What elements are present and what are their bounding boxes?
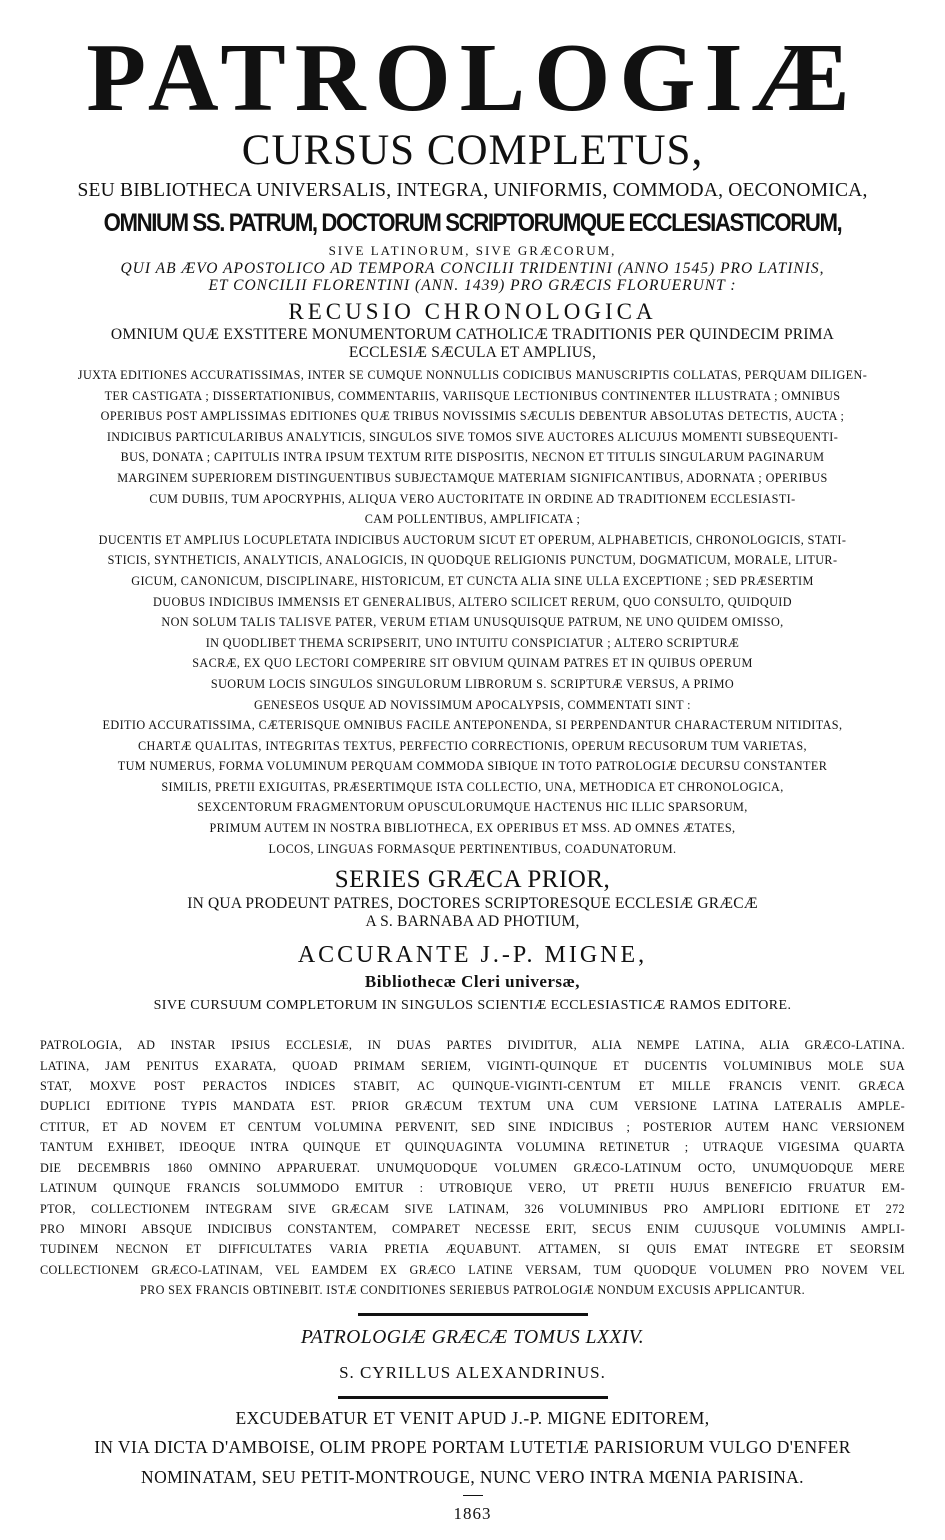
short-divider bbox=[463, 1495, 483, 1496]
terms-paragraph bbox=[40, 1035, 905, 1300]
body-line: SACRÆ, EX QUO LECTORI COMPERIRE SIT OBVIUM QUINAM PATRES ET IN QUIBUS OPERUM bbox=[192, 656, 753, 671]
body-line: BUS, DONATA ; CAPITULIS INTRA IPSUM TEXTUM RITE DISPOSITIS, NECNON ET TITULIS SINGULARUM PAGINARUM bbox=[120, 450, 825, 465]
body-line: GENESEOS USQUE AD NOVISSIMUM APOCALYPSIS, COMMENTATI SINT : bbox=[254, 697, 691, 712]
paragraph-line: TUDINEM NECNON ET DIFFICULTATES VARIA PRETIA ÆQUABUNT. ATTAMEN, SI QUIS EMAT INTEGRE ET SEORSIM bbox=[40, 1242, 905, 1257]
paragraph-line: TANTUM EXHIBET, IDEOQUE INTRA QUINQUE ET QUINQUAGINTA VOLUMINA RETINETUR ; UTRAQUE VIGESIMA QUARTA bbox=[40, 1140, 905, 1155]
qui-line-2: ET CONCILII FLORENTINI (ANN. 1439) PRO GRÆCIS FLORUERUNT : bbox=[208, 277, 737, 294]
body-line: SIMILIS, PRETII EXIGUITAS, PRÆSERTIMQUE ISTA COLLECTIO, UNA, METHODICA ET CHRONOLOGICA, bbox=[161, 779, 784, 794]
divider-rule bbox=[338, 1396, 608, 1399]
imprint-line-1: EXCUDEBATUR ET VENIT APUD J.-P. MIGNE EDITOREM, bbox=[235, 1407, 710, 1428]
imprint-line-2: IN VIA DICTA D'AMBOISE, OLIM PROPE PORTAM LUTETIÆ PARISIORUM VULGO D'ENFER bbox=[94, 1437, 851, 1458]
body-line: INDICIBUS PARTICULARIBUS ANALYTICIS, SINGULOS SIVE TOMOS SIVE AUCTORES ALICUJUS MOMENTI SUBSEQUENTI- bbox=[106, 429, 839, 444]
subtitle-sive: SIVE LATINORUM, SIVE GRÆCORUM, bbox=[328, 243, 617, 258]
body-line: TER CASTIGATA ; DISSERTATIONIBUS, COMMENTARIIS, VARIISQUE LECTIONIBUS CONTINENTER ILLUSTRATA ; OMNIBUS bbox=[104, 388, 841, 403]
paragraph-line: DUPLICI EDITIONE TYPIS MANDATA EST. PRIOR GRÆCUM TEXTUM UNA CUM VERSIONE LATINA LATERALIS AMPLE- bbox=[40, 1099, 905, 1114]
body-line: DUOBUS INDICIBUS IMMENSIS ET GENERALIBUS, ALTERO SCILICET RERUM, QUO CONSULTO, QUIDQUID bbox=[153, 594, 792, 609]
body-line: JUXTA EDITIONES ACCURATISSIMAS, INTER SE CUMQUE NONNULLIS CODICIBUS MANUSCRIPTIS COLLATAS, PERQUAM DILIGEN- bbox=[77, 368, 868, 382]
paragraph-line: STAT, MOXVE POST PERACTOS INDICES STABIT, AC QUINQUE-VIGINTI-CENTUM ET MILLE FRANCIS VENIT. GRÆCA bbox=[40, 1079, 905, 1094]
paragraph-line: DIE DECEMBRIS 1860 OMNINO APPARUERAT. UNUMQUODQUE VOLUMEN GRÆCO-LATINUM OCTO, UNUMQUODQUE MERE bbox=[40, 1160, 905, 1175]
description-block bbox=[40, 365, 905, 859]
paragraph-line: LATINUM QUINQUE FRANCIS SOLUMMODO EMITUR : UTROBIQUE VERO, UT PRETII HUJUS BENEFICIO FRUATUR EM- bbox=[40, 1181, 905, 1196]
sive-cursuum-line: SIVE CURSUUM COMPLETORUM IN SINGULOS SCIENTIÆ ECCLESIASTICÆ RAMOS EDITORE. bbox=[153, 998, 792, 1014]
body-line: CAM POLLENTIBUS, AMPLIFICATA ; bbox=[364, 512, 581, 527]
editor-line: ACCURANTE J.-P. MIGNE, bbox=[297, 942, 648, 969]
body-line: DUCENTIS ET AMPLIUS LOCUPLETATA INDICIBUS AUCTORUM SICUT ET OPERUM, ALPHABETICIS, CHRONOLOGICIS, STATI- bbox=[98, 532, 847, 547]
omnium-quae-line-2: ECCLESIÆ SÆCULA ET AMPLIUS, bbox=[348, 344, 597, 361]
bibliotheca-line: Bibliothecæ Cleri universæ, bbox=[364, 972, 581, 992]
subtitle-seu: SEU BIBLIOTHECA UNIVERSALIS, INTEGRA, UNIFORMIS, COMMODA, OECONOMICA, bbox=[77, 180, 868, 201]
paragraph-line: CTITUR, ET AD NOVEM ET CENTUM VOLUMINA PERVENIT, SED SINE INDICIBUS ; POSTERIOR AUTEM HANC VERSIONEM bbox=[40, 1119, 905, 1134]
body-line: IN QUODLIBET THEMA SCRIPSERIT, UNO INTUITU CONSPICIATUR ; ALTERO SCRIPTURÆ bbox=[205, 635, 740, 650]
paragraph-line: LATINA, JAM PENITUS EXARATA, QUOAD PRIMAM SERIEM, VIGINTI-QUINQUE ET DUCENTIS VOLUMINIBUS MOLE SUA bbox=[40, 1058, 905, 1073]
subtitle-cursus: CURSUS COMPLETUS, bbox=[241, 127, 704, 174]
recusio-heading: RECUSIO CHRONOLOGICA bbox=[288, 299, 657, 324]
body-line: TUM NUMERUS, FORMA VOLUMINUM PERQUAM COMMODA SIBIQUE IN TOTO PATROLOGIÆ DECURSU CONSTANTER bbox=[117, 759, 828, 774]
body-line: GICUM, CANONICUM, DISCIPLINARE, HISTORICUM, ET CUNCTA ALIA SINE ULLA EXCEPTIONE ; SED PRÆSERTIM bbox=[131, 573, 814, 588]
body-line: PRIMUM AUTEM IN NOSTRA BIBLIOTHECA, EX OPERIBUS ET MSS. AD OMNES ÆTATES, bbox=[209, 821, 736, 836]
in-qua-line-2: A S. BARNABA AD PHOTIUM, bbox=[365, 913, 580, 931]
body-line: CHARTÆ QUALITAS, INTEGRITAS TEXTUS, PERFECTIO CORRECTIONIS, OPERUM RECUSORUM TUM VARIETAS, bbox=[138, 738, 807, 753]
body-line: SEXCENTORUM FRAGMENTORUM OPUSCULORUMQUE HACTENUS HIC ILLIC SPARSORUM, bbox=[197, 800, 748, 815]
body-line: SUORUM LOCIS SINGULOS SINGULORUM LIBRORUM S. SCRIPTURÆ VERSUS, A PRIMO bbox=[210, 676, 735, 691]
paragraph-line: PRO SEX FRANCIS OBTINEBIT. ISTÆ CONDITIONES SERIEBUS PATROLOGIÆ NONDUM EXCUSIS APPLICANTUR. bbox=[140, 1283, 805, 1298]
paragraph-line: PATROLOGIA, AD INSTAR IPSIUS ECCLESIÆ, IN DUAS PARTES DIVIDITUR, ALIA NEMPE LATINA, ALIA GRÆCO-LATINA. bbox=[40, 1038, 905, 1053]
imprint-line-3: NOMINATAM, SEU PETIT-MONTROUGE, NUNC VERO INTRA MŒNIA PARISINA. bbox=[141, 1466, 804, 1487]
publication-year: 1863 bbox=[453, 1504, 492, 1524]
volume-title: PATROLOGIÆ GRÆCÆ TOMUS LXXIV. bbox=[300, 1326, 645, 1348]
qui-line-1: QUI AB ÆVO APOSTOLICO AD TEMPORA CONCILII TRIDENTINI (ANNO 1545) PRO LATINIS, bbox=[120, 260, 825, 277]
divider-rule bbox=[358, 1313, 588, 1316]
main-title: PATROLOGIÆ bbox=[86, 24, 859, 132]
body-line: EDITIO ACCURATISSIMA, CÆTERISQUE OMNIBUS FACILE ANTEPONENDA, SI PERPENDANTUR CHARACTERUM NITIDITAS, bbox=[102, 718, 843, 733]
author-name: S. CYRILLUS ALEXANDRINUS. bbox=[339, 1362, 606, 1382]
body-line: OPERIBUS POST AMPLISSIMAS EDITIONES QUÆ TRIBUS NOVISSIMIS SÆCULIS DEBENTUR ABSOLUTAS DETECTIS, AUCTA ; bbox=[100, 409, 845, 424]
body-line: LOCOS, LINGUAS FORMASQUE PERTINENTIBUS, COADUNATORUM. bbox=[268, 841, 677, 856]
paragraph-line: COLLECTIONEM GRÆCO-LATINAM, VEL EAMDEM EX GRÆCO LATINE VERSAM, TUM QUODQUE VOLUMEN PRO NOVEM VEL bbox=[40, 1262, 905, 1277]
in-qua-line-1: IN QUA PRODEUNT PATRES, DOCTORES SCRIPTORESQUE ECCLESIÆ GRÆCÆ bbox=[187, 895, 758, 913]
paragraph-line: PTOR, COLLECTIONEM INTEGRAM SIVE GRÆCAM SIVE LATINAM, 326 VOLUMINIBUS PRO AMPLIORI EDITIONE ET 272 bbox=[40, 1201, 905, 1216]
body-line: STICIS, SYNTHETICIS, ANALYTICIS, ANALOGICIS, IN QUODQUE RELIGIONIS PUNCTUM, DOGMATICUM, MORALE, LITUR- bbox=[107, 553, 838, 568]
body-line: NON SOLUM TALIS TALISVE PATER, VERUM ETIAM UNUSQUISQUE PATRUM, NE UNO QUIDEM OMISSO, bbox=[161, 615, 784, 630]
body-line: MARGINEM SUPERIOREM DISTINGUENTIBUS SUBJECTAMQUE MATERIAM SIGNIFICANTIBUS, ADORNATA ; OPERIBUS bbox=[117, 470, 828, 485]
body-line: CUM DUBIIS, TUM APOCRYPHIS, ALIQUA VERO AUCTORITATE IN ORDINE AD TRADITIONEM ECCLESIASTI- bbox=[149, 491, 796, 506]
subtitle-omnium: OMNIUM SS. PATRUM, DOCTORUM SCRIPTORUMQUE ECCLESIASTICORUM, bbox=[103, 209, 842, 237]
series-heading: SERIES GRÆCA PRIOR, bbox=[334, 866, 611, 894]
omnium-quae-line-1: OMNIUM QUÆ EXSTITERE MONUMENTORUM CATHOLICÆ TRADITIONIS PER QUINDECIM PRIMA bbox=[110, 326, 835, 343]
paragraph-line: PRO MINORI ABSQUE INDICIBUS CONSTANTEM, COMPARET NECESSE ERIT, SECUS ENIM CUJUSQUE VOLUMINIS AMPLI- bbox=[40, 1221, 905, 1236]
